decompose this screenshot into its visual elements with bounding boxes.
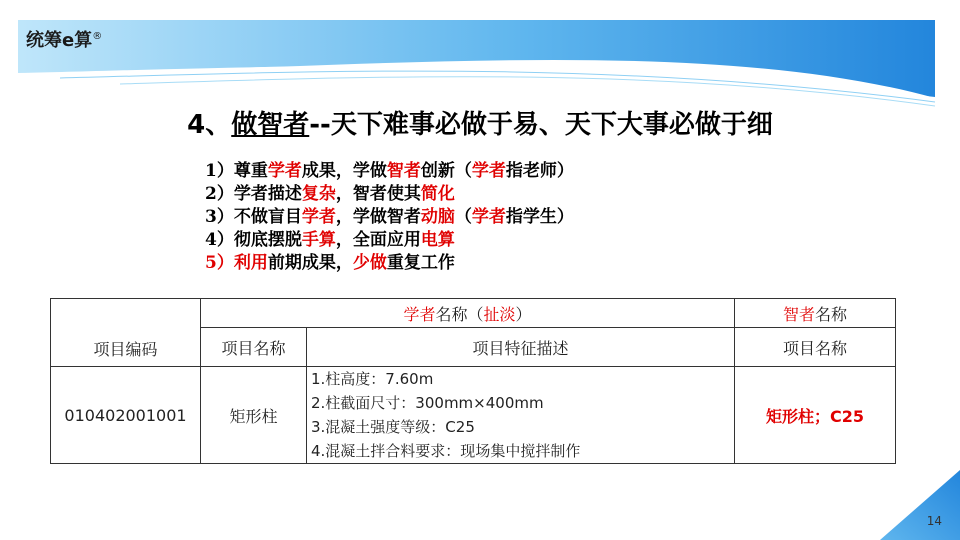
desc-line: 1.柱高度：7.60m <box>311 370 434 388</box>
point-segment: 手算 <box>301 230 336 250</box>
point-segment: ，智者使其 <box>335 184 421 204</box>
point-segment: 创新（ <box>420 161 472 181</box>
point-segment: 2）学者描述 <box>205 184 302 204</box>
point-segment: 学者 <box>471 207 506 227</box>
point-segment: ，学做智者 <box>335 207 421 227</box>
title-rest: --天下难事必做于易、天下大事必做于细 <box>309 110 773 140</box>
header-name2: 项目名称 <box>735 328 896 367</box>
point-segment: 学者 <box>301 207 336 227</box>
point-segment: 智者 <box>386 161 421 181</box>
points-list <box>205 160 574 275</box>
desc-line: 4.混凝土拌合料要求：现场集中搅拌制作 <box>311 442 581 460</box>
registered-mark: ® <box>92 31 103 42</box>
point-segment: 利用 <box>233 253 268 273</box>
point-segment: 指老师） <box>505 161 574 181</box>
slide-title <box>0 104 960 141</box>
header-desc: 项目特征描述 <box>307 328 735 367</box>
point-segment: 电算 <box>420 230 455 250</box>
corner-decoration <box>840 460 960 540</box>
header-banner <box>0 0 960 110</box>
cell-code: 010402001001 <box>51 367 201 464</box>
cell-name: 矩形柱 <box>201 367 307 464</box>
header-group-scholar: 学者名称（扯淡） <box>201 299 735 328</box>
point-segment: 3）不做盲目 <box>205 207 302 227</box>
point-segment: （ <box>454 207 472 227</box>
point-segment: ，全面应用 <box>335 230 421 250</box>
page-number: 14 <box>926 514 942 528</box>
header-name: 项目名称 <box>201 328 307 367</box>
point-item <box>205 160 574 183</box>
logo <box>26 26 102 52</box>
point-segment: 复杂 <box>301 184 336 204</box>
point-item <box>205 252 574 275</box>
point-segment: 学者 <box>471 161 506 181</box>
title-prefix: 4、 <box>187 110 232 140</box>
point-item <box>205 229 574 252</box>
header-group-wise: 智者名称 <box>735 299 896 328</box>
desc-line: 3.混凝土强度等级：C25 <box>311 418 475 436</box>
point-segment: 4）彻底摆脱 <box>205 230 302 250</box>
cell-result: 矩形柱；C25 <box>735 367 896 464</box>
point-segment: 指学生） <box>505 207 574 227</box>
point-segment: 5） <box>205 253 234 273</box>
point-segment: 动脑 <box>420 207 455 227</box>
point-segment: 简化 <box>420 184 455 204</box>
desc-line: 2.柱截面尺寸：300mm×400mm <box>311 394 544 412</box>
cell-desc <box>307 367 735 464</box>
point-segment: 学者 <box>267 161 302 181</box>
point-segment: 少做 <box>352 253 387 273</box>
comparison-table <box>50 298 896 464</box>
logo-text: 统筹e算 <box>26 30 93 51</box>
point-segment: 前期成果， <box>267 253 353 273</box>
header-code: 项目编码 <box>51 299 201 367</box>
title-underlined: 做智者 <box>231 110 310 140</box>
point-segment: 成果，学做 <box>301 161 387 181</box>
point-item <box>205 206 574 229</box>
point-segment: 1）尊重 <box>205 161 268 181</box>
point-segment: 重复工作 <box>386 253 455 273</box>
point-item <box>205 183 574 206</box>
